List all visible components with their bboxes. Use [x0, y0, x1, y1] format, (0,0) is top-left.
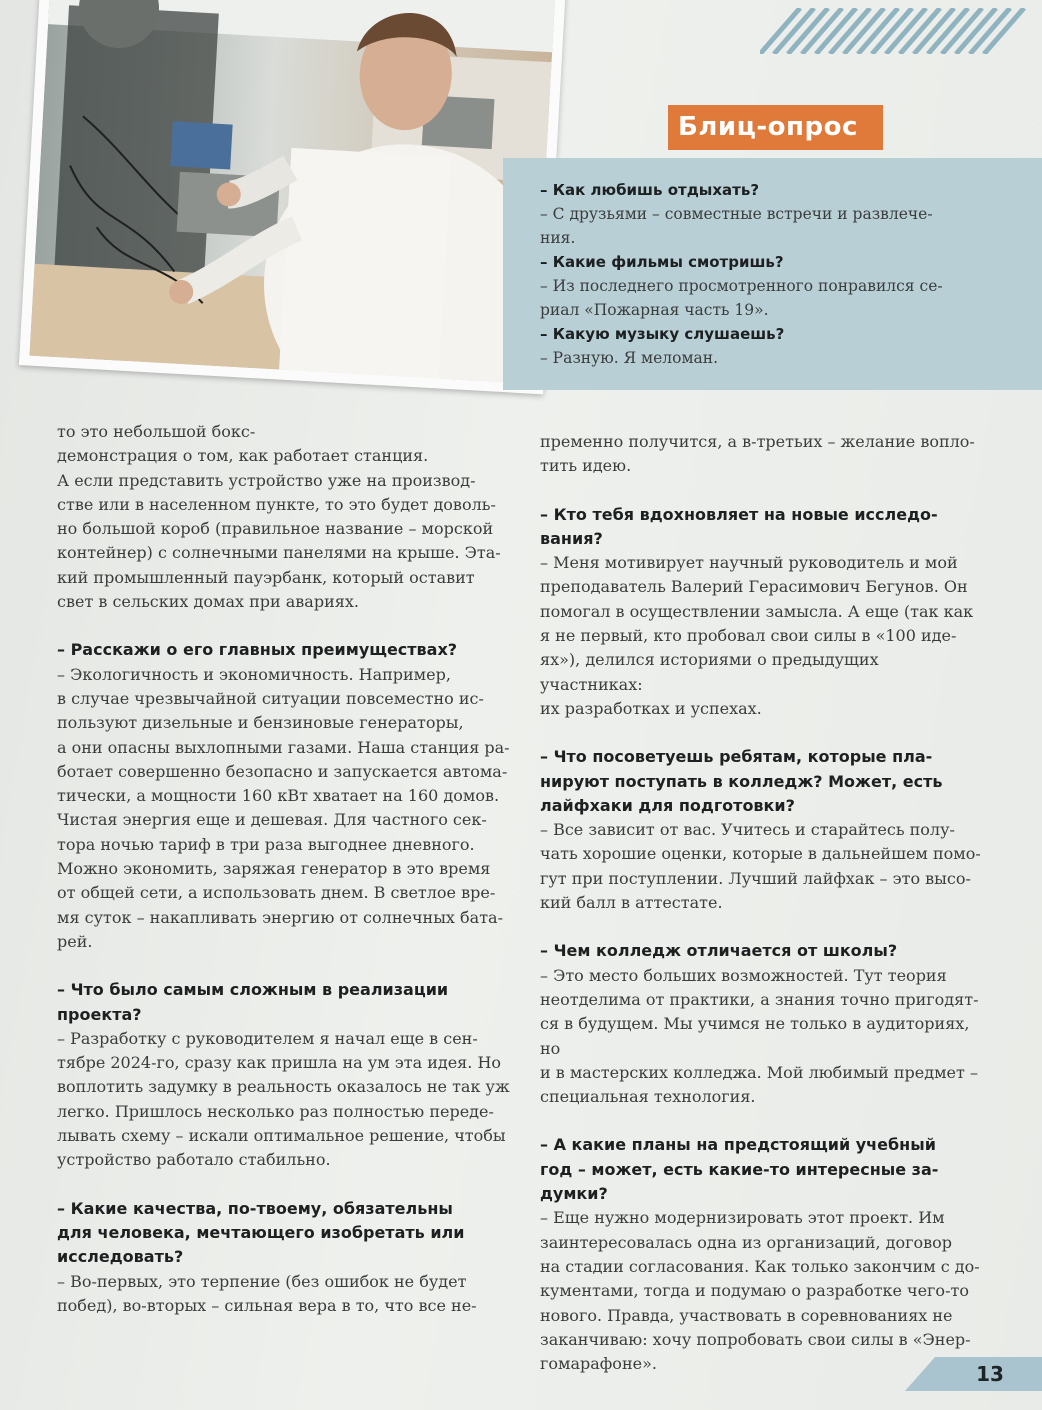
- interview-answer-line: тически, а мощности 160 кВт хватает на 160 домов.: [57, 786, 500, 806]
- interview-answer-line: кий балл в аттестате.: [540, 893, 723, 913]
- paragraph-gap: [540, 721, 986, 745]
- interview-answer-line: – Разную. Я меломан.: [540, 349, 719, 367]
- interview-answer-line: рей.: [57, 931, 93, 951]
- interview-answer-line: лывать схему – искали оптимальное решение, чтобы: [57, 1126, 506, 1146]
- interview-answer-line: – Все зависит от вас. Учитесь и старайтесь полу-: [540, 820, 955, 840]
- blitz-survey-text: [540, 178, 970, 370]
- interview-question-line: нируют поступать в колледж? Может, есть: [540, 771, 943, 791]
- interview-question-line: – Что было самым сложным в реализации: [57, 980, 449, 1000]
- interview-answer-line: помогал в осуществлении замысла. А еще (так как: [540, 601, 974, 621]
- interview-answer-line: Чистая энергия еще и дешевая. Для частного сек-: [57, 810, 487, 830]
- decorative-stripes: [760, 8, 1030, 54]
- interview-answer-line: ся в будущем. Мы учимся не только в аудиториях, но: [540, 1014, 970, 1058]
- interview-answer-line: контейнер) с солнечными панелями на крыше. Эта-: [57, 543, 501, 563]
- interview-answer-line: заканчиваю: хочу попробовать свои силы в «Энер-: [540, 1329, 971, 1349]
- paragraph-gap: [540, 915, 986, 939]
- interview-answer-line: – Это место больших возможностей. Тут теория: [540, 965, 947, 985]
- interview-answer-line: тябре 2024-го, сразу как пришла на ум эта идея. Но: [57, 1053, 502, 1073]
- interview-question-line: – Как любишь отдыхать?: [540, 181, 760, 199]
- interview-answer-line: побед), во-вторых – сильная вера в то, что все не-: [57, 1295, 477, 1315]
- interview-answer-line: но большой короб (правильное название – морской: [57, 519, 494, 539]
- interview-answer-line: стве или в населенном пункте, то это будет доволь-: [57, 494, 496, 514]
- interview-answer-line: риал «Пожарная часть 19».: [540, 301, 769, 319]
- interview-answer-line: на стадии согласования. Как только закончим с до-: [540, 1256, 980, 1276]
- interview-answer-line: я не первый, кто пробовал свои силы в «100 иде-: [540, 626, 957, 646]
- interview-question-line: – Какую музыку слушаешь?: [540, 325, 785, 343]
- interview-question-line: – Кто тебя вдохновляет на новые исследо-: [540, 504, 938, 524]
- interview-answer-line: кий промышленный пауэрбанк, который оставит: [57, 567, 475, 587]
- interview-question-line: лайфхаки для подготовки?: [540, 795, 795, 815]
- interview-answer-line: гомарафоне».: [540, 1354, 657, 1374]
- interview-answer-line: – Разработку с руководителем я начал еще в сен-: [57, 1028, 478, 1048]
- interview-answer-line: тора ночью тариф в три раза выгоднее дневного.: [57, 834, 475, 854]
- paragraph-gap: [57, 954, 517, 978]
- interview-answer-line: мя суток – накапливать энергию от солнечных бата-: [57, 907, 503, 927]
- interview-answer-line: – Еще нужно модернизировать этот проект. Им: [540, 1208, 945, 1228]
- interview-answer-line: ботает совершенно безопасно и запускается автома-: [57, 761, 508, 781]
- page-number: 13: [976, 1362, 1004, 1386]
- interview-answer-line: их разработках и успехах.: [540, 698, 762, 718]
- interview-answer-line: от общей сети, а использовать днем. В светлое вре-: [57, 883, 496, 903]
- interview-question-line: исследовать?: [57, 1247, 184, 1267]
- photo-student-in-lab-icon: [29, 0, 555, 384]
- interview-answer-line: пременно получится, а в-третьих – желание вопло-: [540, 432, 975, 451]
- interview-question-line: думки?: [540, 1184, 608, 1204]
- interview-answer-line: чать хорошие оценки, которые в дальнейшем помо-: [540, 844, 981, 864]
- interview-answer-line: нового. Правда, участвовать в соревнованиях не: [540, 1305, 953, 1325]
- interview-answer-line: устройство работало стабильно.: [57, 1150, 331, 1170]
- interview-answer-line: ния.: [540, 229, 576, 247]
- interview-answer-line: – Экологичность и экономичность. Например,: [57, 664, 451, 684]
- interview-question-line: – Какие качества, по-твоему, обязательны: [57, 1198, 453, 1218]
- interview-answer-line: преподаватель Валерий Герасимович Бегунов. Он: [540, 577, 968, 597]
- interview-question-line: – Чем колледж отличается от школы?: [540, 941, 898, 961]
- paragraph-gap: [57, 614, 517, 638]
- interview-answer-line: демонстрация о том, как работает станция.: [57, 446, 429, 466]
- interview-answer-line: то это небольшой бокс-: [57, 422, 256, 441]
- interview-answer-line: – Меня мотивирует научный руководитель и мой: [540, 553, 958, 573]
- interview-answer-line: – Из последнего просмотренного понравился се-: [540, 277, 943, 295]
- paragraph-gap: [57, 1173, 517, 1197]
- blitz-survey-title: Блиц-опрос: [668, 105, 883, 150]
- interview-question-line: проекта?: [57, 1004, 142, 1024]
- interview-answer-line: тить идею.: [540, 456, 632, 476]
- interview-answer-line: а они опасны выхлопными газами. Наша станция ра-: [57, 737, 510, 757]
- interview-answer-line: – Во-первых, это терпение (без ошибок не будет: [57, 1271, 467, 1291]
- interview-answer-line: в случае чрезвычайной ситуации повсеместно ис-: [57, 688, 484, 708]
- interview-answer-line: неотделима от практики, а знания точно пригодят-: [540, 989, 979, 1009]
- interview-question-line: вания?: [540, 528, 603, 548]
- interview-answer-line: гут при поступлении. Лучший лайфхак – это высо-: [540, 868, 971, 888]
- interview-answer-line: заинтересовалась одна из организаций, договор: [540, 1232, 953, 1252]
- interview-answer-line: А если представить устройство уже на производ-: [57, 470, 476, 490]
- article-column-left: [57, 420, 517, 1318]
- article-column-right: [540, 430, 986, 1376]
- paragraph-gap: [540, 479, 986, 503]
- interview-answer-line: легко. Пришлось несколько раз полностью переде-: [57, 1101, 494, 1121]
- interview-answer-line: воплотить задумку в реальность оказалось не так уж: [57, 1077, 510, 1097]
- interview-answer-line: Можно экономить, заряжая генератор в это время: [57, 859, 491, 879]
- paragraph-gap: [540, 1109, 986, 1133]
- interview-answer-line: кументами, тогда и подумаю о разработке чего-то: [540, 1281, 969, 1301]
- interview-question-line: – А какие планы на предстоящий учебный: [540, 1135, 936, 1155]
- interview-answer-line: ях»), делился историями о предыдущих участниках:: [540, 650, 879, 694]
- interview-answer-line: пользуют дизельные и бензиновые генераторы,: [57, 713, 464, 733]
- interview-answer-line: – С друзьями – совместные встречи и развлече-: [540, 205, 933, 223]
- interview-question-line: – Какие фильмы смотришь?: [540, 253, 784, 271]
- photo-student-in-lab: [19, 0, 566, 394]
- interview-question-line: – Что посоветуешь ребятам, которые пла-: [540, 747, 933, 767]
- interview-answer-line: свет в сельских домах при авариях.: [57, 592, 359, 612]
- interview-answer-line: и в мастерских колледжа. Мой любимый предмет –: [540, 1062, 978, 1082]
- interview-question-line: для человека, мечтающего изобретать или: [57, 1222, 465, 1242]
- interview-answer-line: специальная технология.: [540, 1087, 756, 1107]
- interview-question-line: – Расскажи о его главных преимуществах?: [57, 640, 458, 660]
- interview-question-line: год – может, есть какие-то интересные за-: [540, 1159, 939, 1179]
